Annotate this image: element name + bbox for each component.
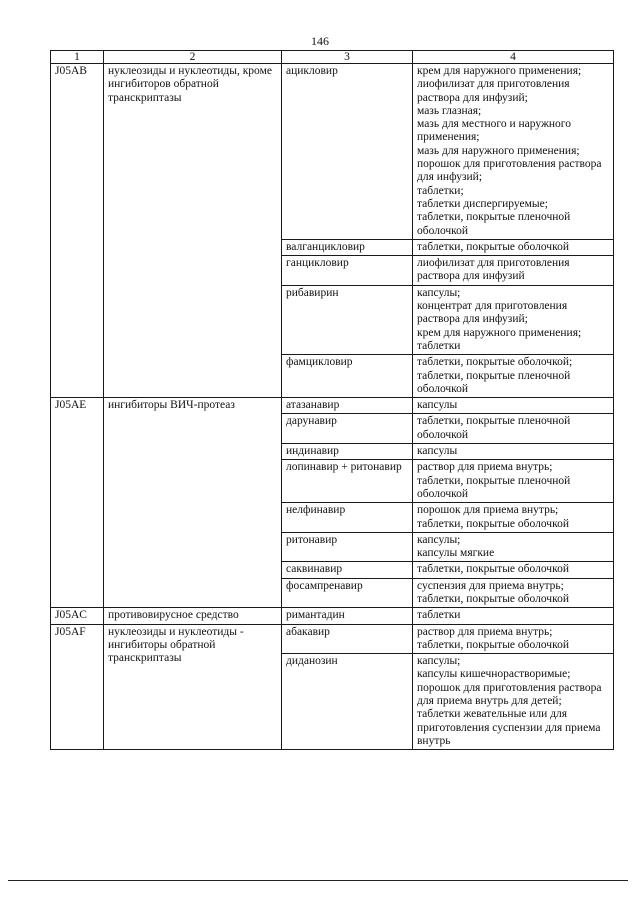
dosage-forms-cell — [413, 624, 614, 654]
drug-name-cell: ритонавир — [282, 532, 413, 562]
dosage-forms-cell — [413, 256, 614, 286]
dosage-form: капсулы — [417, 399, 458, 412]
dosage-form: раствор для приема внутрь; — [417, 461, 553, 474]
dosage-form: таблетки — [417, 609, 461, 622]
dosage-form: таблетки, покрытые оболочкой — [417, 240, 569, 253]
dosage-form: таблетки, покрытые оболочкой — [417, 563, 569, 576]
drug-name-cell: абакавир — [282, 624, 413, 654]
dosage-forms-cell — [413, 460, 614, 503]
dosage-form: капсулы; — [417, 655, 461, 668]
dosage-form: мазь для наружного применения; — [417, 144, 580, 157]
dosage-forms-cell — [413, 398, 614, 414]
dosage-forms-cell — [413, 503, 614, 533]
dosage-forms-cell — [413, 355, 614, 398]
atc-code-cell: J05AC — [51, 608, 104, 624]
dosage-form: таблетки; — [417, 184, 464, 197]
dosage-form: порошок для приготовления раствора для приема внутрь для детей; — [417, 681, 602, 708]
table-row — [51, 608, 614, 624]
atc-code-cell: J05AB — [51, 64, 104, 398]
dosage-forms-cell — [413, 562, 614, 578]
dosage-forms-cell — [413, 414, 614, 444]
atc-code-cell: J05AE — [51, 398, 104, 608]
dosage-form: мазь для местного и наружного применения; — [417, 118, 571, 144]
dosage-form: таблетки, покрытые оболочкой — [417, 517, 569, 530]
drug-name-cell: валганцикловир — [282, 239, 413, 255]
table-row — [51, 398, 614, 414]
drug-name-cell: фосампренавир — [282, 578, 413, 608]
dosage-form: капсулы — [417, 445, 458, 458]
drug-name-cell: фамцикловир — [282, 355, 413, 398]
dosage-form: таблетки, покрытые оболочкой — [417, 638, 569, 651]
table-header — [51, 51, 614, 64]
dosage-forms-cell — [413, 239, 614, 255]
group-name-cell: нуклеозиды и нуклеотиды - ингибиторы обратной транскриптазы — [104, 624, 282, 750]
dosage-form: капсулы мягкие — [417, 547, 495, 560]
drug-name-cell: ганцикловир — [282, 256, 413, 286]
dosage-form: таблетки, покрытые пленочной оболочкой — [417, 474, 571, 500]
dosage-form: таблетки, покрытые пленочной оболочкой — [417, 211, 571, 237]
column-header-drug: 3 — [282, 51, 413, 64]
dosage-form: таблетки, покрытые пленочной оболочкой — [417, 369, 571, 395]
drug-name-cell: диданозин — [282, 654, 413, 750]
dosage-forms-cell — [413, 578, 614, 608]
dosage-form: мазь глазная; — [417, 104, 482, 117]
drug-name-cell: лопинавир + ритонавир — [282, 460, 413, 503]
drug-name-cell: рибавирин — [282, 285, 413, 354]
drug-name-cell: индинавир — [282, 444, 413, 460]
column-header-group: 2 — [104, 51, 282, 64]
dosage-forms-cell — [413, 654, 614, 750]
dosage-form: таблетки, покрытые оболочкой; — [417, 356, 573, 369]
dosage-forms-cell — [413, 285, 614, 354]
dosage-form: раствор для приема внутрь; — [417, 625, 553, 638]
dosage-form: крем для наружного применения; — [417, 326, 582, 339]
group-name-cell: противовирусное средство — [104, 608, 282, 624]
dosage-form: таблетки, покрытые пленочной оболочкой — [417, 415, 571, 441]
atc-code-cell: J05AF — [51, 624, 104, 750]
drug-name-cell: римантадин — [282, 608, 413, 624]
page-number: 146 — [311, 34, 329, 48]
drug-table — [50, 50, 614, 750]
dosage-forms-cell — [413, 64, 614, 240]
drug-name-cell: нелфинавир — [282, 503, 413, 533]
drug-name-cell: саквинавир — [282, 562, 413, 578]
dosage-form: таблетки — [417, 339, 461, 352]
table-body — [51, 64, 614, 750]
dosage-form: лиофилизат для приготовления раствора для инфузий — [417, 257, 570, 283]
table-row — [51, 624, 614, 654]
dosage-form: таблетки жевательные или для приготовления суспензии для приема внутрь — [417, 708, 601, 747]
dosage-form: капсулы; — [417, 533, 461, 546]
dosage-form: крем для наружного применения; — [417, 65, 582, 77]
dosage-form: концентрат для приготовления раствора для инфузий; — [417, 300, 568, 326]
dosage-form: порошок для приготовления раствора для инфузий; — [417, 158, 602, 184]
column-header-forms: 4 — [413, 51, 614, 64]
dosage-form: таблетки, покрытые оболочкой — [417, 592, 569, 605]
dosage-forms-cell — [413, 608, 614, 624]
column-header-code: 1 — [51, 51, 104, 64]
group-name-cell: ингибиторы ВИЧ-протеаз — [104, 398, 282, 608]
dosage-form: капсулы; — [417, 286, 461, 299]
header-row — [51, 51, 614, 64]
dosage-form: капсулы кишечнорастворимые; — [417, 668, 571, 681]
dosage-form: суспензия для приема внутрь; — [417, 579, 564, 592]
table-row — [51, 64, 614, 240]
dosage-form: лиофилизат для приготовления раствора для инфузий; — [417, 78, 570, 104]
dosage-form: таблетки диспергируемые; — [417, 197, 548, 210]
dosage-forms-cell — [413, 532, 614, 562]
bottom-rule — [8, 880, 628, 881]
drug-name-cell: атазанавир — [282, 398, 413, 414]
drug-name-cell: ацикловир — [282, 64, 413, 240]
dosage-form: порошок для приема внутрь; — [417, 504, 559, 517]
drug-name-cell: дарунавир — [282, 414, 413, 444]
dosage-forms-cell — [413, 444, 614, 460]
group-name-cell: нуклеозиды и нуклеотиды, кроме ингибиторов обратной транскриптазы — [104, 64, 282, 398]
